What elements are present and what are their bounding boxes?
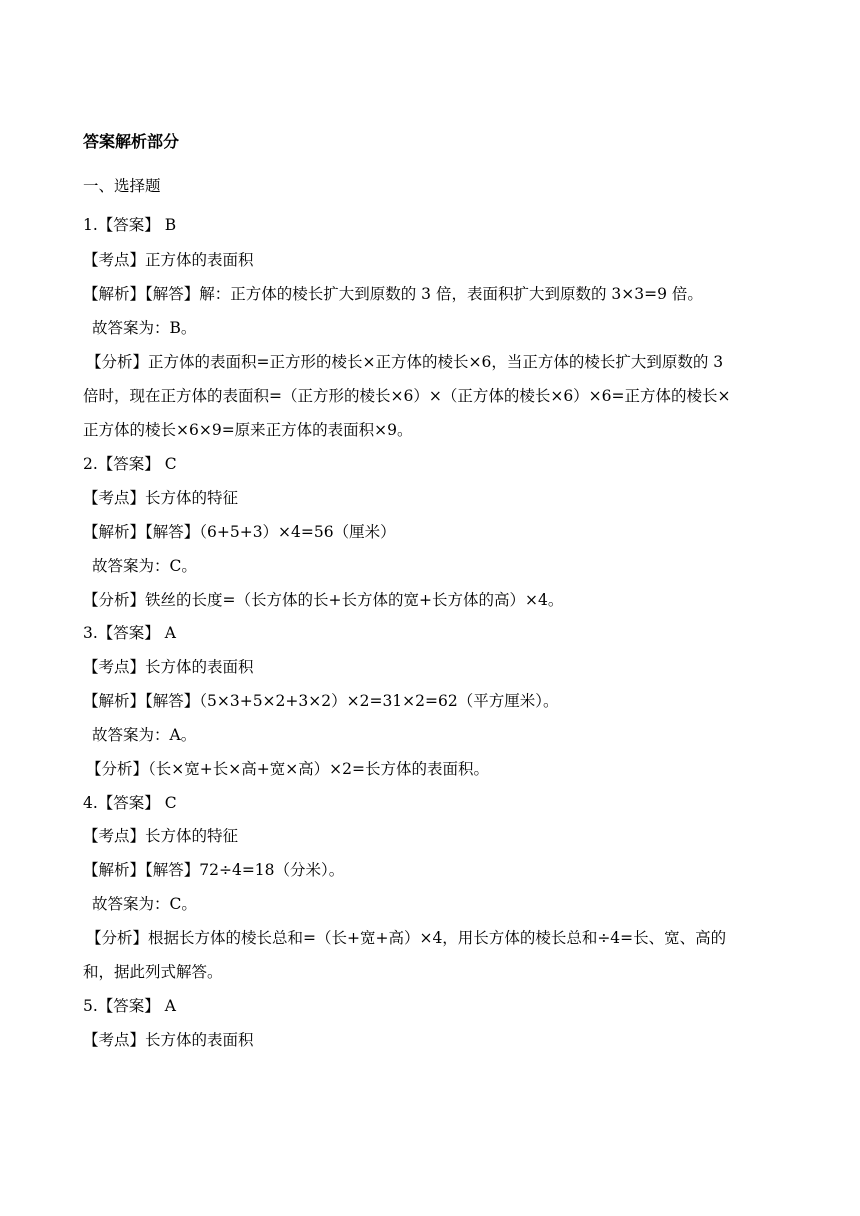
answer-5: 5.【答案】 A xyxy=(83,997,176,1015)
conclusion-1: 故答案为：B。 xyxy=(92,319,197,337)
solution-3: 【解析】【解答】（5×3+5×2+3×2）×2=31×2=62（平方厘米）。 xyxy=(83,692,559,710)
solution-1: 【解析】【解答】解：正方体的棱长扩大到原数的 3 倍，表面积扩大到原数的 3×3=9 倍。 xyxy=(83,285,703,303)
topic-1: 【考点】正方体的表面积 xyxy=(83,251,254,269)
answer-3: 3.【答案】 A xyxy=(83,624,176,642)
solution-4: 【解析】【解答】72÷4=18（分米）。 xyxy=(83,861,345,879)
analysis-4-line-2: 和，据此列式解答。 xyxy=(83,963,223,981)
answer-2: 2.【答案】 C xyxy=(83,455,177,473)
answer-1: 1.【答案】 B xyxy=(83,216,177,234)
topic-3: 【考点】长方体的表面积 xyxy=(83,658,254,676)
topic-2: 【考点】长方体的特征 xyxy=(83,489,239,507)
solution-2: 【解析】【解答】（6+5+3）×4=56（厘米） xyxy=(83,523,396,541)
section-heading: 一、选择题 xyxy=(83,177,161,195)
conclusion-4: 故答案为：C。 xyxy=(92,895,197,913)
topic-4: 【考点】长方体的特征 xyxy=(83,827,239,845)
answer-4: 4.【答案】 C xyxy=(83,794,177,812)
analysis-2: 【分析】铁丝的长度=（长方体的长+长方体的宽+长方体的高）×4。 xyxy=(83,591,564,609)
analysis-1-line-3: 正方体的棱长×6×9=原来正方体的表面积×9。 xyxy=(83,421,413,439)
page-title: 答案解析部分 xyxy=(83,132,180,151)
analysis-1-line-1: 【分析】正方体的表面积=正方形的棱长×正方体的棱长×6，当正方体的棱长扩大到原数的 3 xyxy=(86,353,724,371)
conclusion-2: 故答案为：C。 xyxy=(92,557,197,575)
analysis-3: 【分析】（长×宽+长×高+宽×高）×2=长方体的表面积。 xyxy=(86,760,490,778)
analysis-1-line-2: 倍时，现在正方体的表面积=（正方形的棱长×6）×（正方体的棱长×6）×6=正方体的棱长× xyxy=(83,387,731,405)
topic-5: 【考点】长方体的表面积 xyxy=(83,1031,254,1049)
analysis-4-line-1: 【分析】根据长方体的棱长总和=（长+宽+高）×4，用长方体的棱长总和÷4=长、宽、高的 xyxy=(86,929,727,947)
conclusion-3: 故答案为：A。 xyxy=(92,726,197,744)
